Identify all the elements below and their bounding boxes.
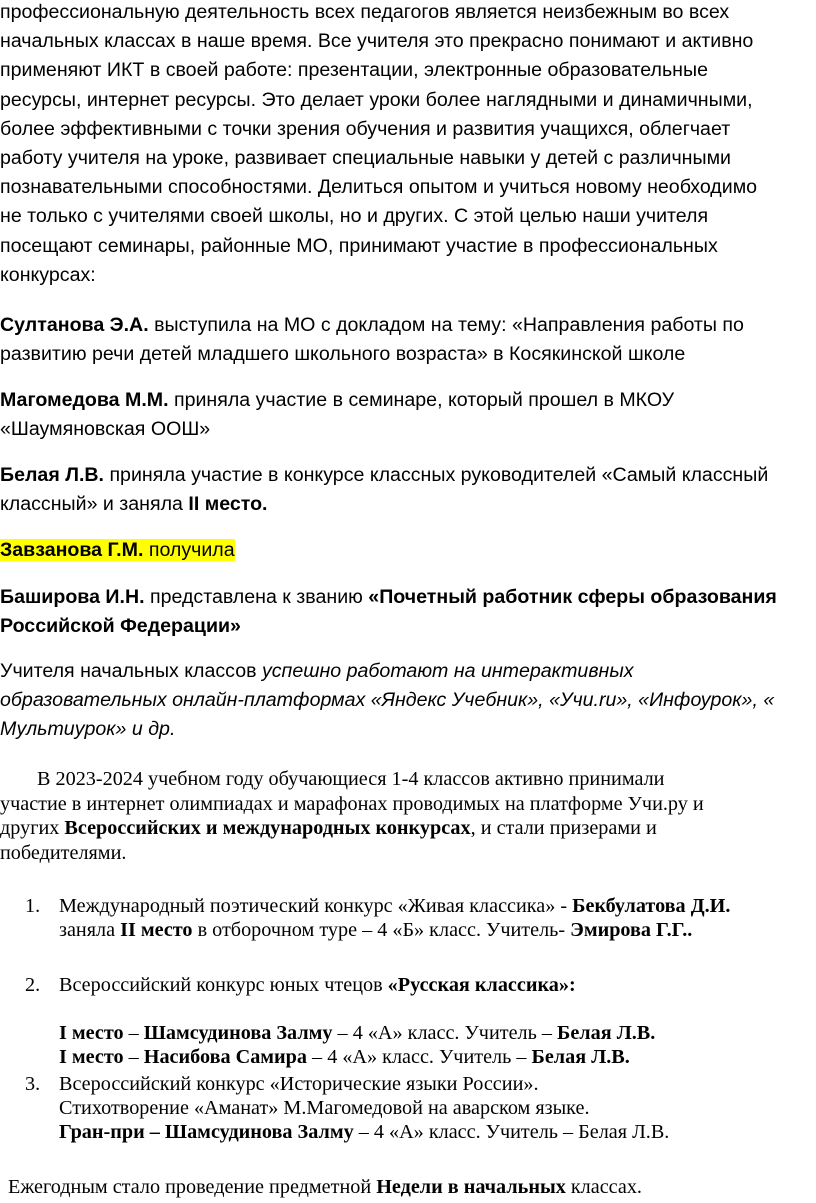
paragraph-text: «Шаумяновская ООШ» — [0, 418, 211, 441]
list-number: 2. — [25, 974, 41, 996]
place-text: I место — [59, 1046, 124, 1068]
bold-text: Недели в начальных — [376, 1176, 566, 1198]
intro-line: профессиональную деятельность всех педагогов является неизбежным во всех — [0, 1, 730, 23]
intro-line: начальных классах в наше время. Все учителя это прекрасно понимают и активно — [0, 30, 754, 53]
paragraph-text: классах. — [565, 1176, 642, 1198]
paragraph-sultanova — [0, 311, 812, 369]
contest-title: «Русская классика»: — [387, 974, 576, 996]
student-name: Бекбулатова Д.И. — [572, 895, 731, 917]
list-text: Всероссийский конкурс юных чтецов — [59, 974, 388, 996]
teacher-name: Белая Л.В. — [531, 1046, 630, 1068]
paragraph-zavzanova — [0, 536, 812, 565]
place-text: II место — [120, 919, 193, 941]
person-name: Баширова И.Н. — [0, 586, 145, 608]
person-name: Султанова Э.А. — [0, 314, 149, 336]
paragraph-text: В 2023-2024 учебном году обучающиеся 1-4 классов активно принимали — [37, 768, 665, 790]
student-name: Насибова Самира — [143, 1046, 307, 1068]
paragraph-text: выступила на МО с докладом на тему: «Направления работы по — [148, 314, 744, 336]
student-name: Шамсудинова Залму — [143, 1022, 333, 1044]
paragraph-text: получила — [143, 539, 235, 561]
person-name: Белая Л.В. — [0, 464, 104, 486]
paragraph-text: других — [0, 817, 65, 839]
paragraph-text: , и стали призерами и — [470, 817, 657, 839]
paragraph-text: Учителя начальных классов — [0, 660, 262, 682]
intro-line: более эффективными с точки зрения обучения и развития учащихся, облегчает — [0, 117, 731, 140]
paragraph-olympiads — [0, 767, 812, 865]
list-text: заняла — [59, 919, 121, 941]
paragraph-text: Ежегодным стало проведение предметной — [8, 1176, 377, 1198]
list-text: Стихотворение «Аманат» М.Магомедовой на аварском языке. — [59, 1097, 590, 1119]
paragraph-text: победителями. — [0, 841, 127, 864]
list-text: в отборочном туре – 4 «Б» класс. Учитель- — [192, 919, 571, 941]
italic-text: образовательных онлайн-платформах «Яндекс Учебник», «Учи.ru», «Инфоурок», « — [0, 689, 775, 712]
list-text: – — [123, 1046, 144, 1068]
paragraph-magomedova — [0, 386, 812, 444]
person-name: Магомедова М.М. — [0, 389, 169, 411]
place-text: I место — [59, 1022, 124, 1044]
list-text: – 4 «А» класс. Учитель – Белая Л.В. — [353, 1121, 670, 1143]
teacher-name: Эмирова Г.Г.. — [570, 919, 693, 941]
italic-text: успешно работают на интерактивных — [261, 660, 634, 682]
paragraph-text: классный» и заняла — [0, 493, 189, 516]
bold-text: Всероссийских и международных конкурсах — [64, 817, 471, 839]
list-text: – — [123, 1022, 144, 1044]
list-number: 1. — [25, 895, 41, 917]
paragraph-text: приняла участие в конкурсе классных руководителей «Самый классный — [104, 464, 769, 486]
highlighted-text — [0, 539, 235, 561]
paragraph-text: приняла участие в семинаре, который прошел в МКОУ — [168, 389, 675, 411]
list-text: Международный поэтический конкурс «Живая классика» - — [59, 895, 573, 917]
award-title: Российской Федерации» — [0, 615, 241, 638]
italic-text: Мультиурок» и др. — [0, 718, 176, 741]
intro-paragraph — [0, 0, 812, 290]
list-number: 3. — [25, 1073, 41, 1095]
intro-line: посещают семинары, районные МО, принимают участие в профессиональных — [0, 234, 718, 257]
paragraph-belaya — [0, 461, 812, 519]
intro-line: применяют ИКТ в своей работе: презентации, электронные образовательные — [0, 59, 708, 82]
list-text: Всероссийский конкурс «Исторические языки России». — [59, 1073, 539, 1095]
paragraph-text: развитию речи детей младшего школьного возраста» в Косякинской школе — [0, 343, 686, 366]
place-text: II место. — [188, 493, 268, 516]
award-text: Гран-при – Шамсудинова Залму — [59, 1121, 354, 1143]
paragraph-platforms — [0, 657, 812, 745]
list-text: – 4 «А» класс. Учитель – — [307, 1046, 532, 1068]
teacher-name: Белая Л.В. — [557, 1022, 656, 1044]
intro-line: ресурсы, интернет ресурсы. Это делает уроки более наглядными и динамичными, — [0, 88, 753, 111]
intro-line: работу учителя на уроке, развивает специальные навыки у детей с различными — [0, 147, 731, 170]
paragraph-text: представлена к званию — [144, 586, 369, 608]
intro-line: познавательными способностями. Делиться опытом и учиться новому необходимо — [0, 176, 758, 199]
intro-line: не только с учителями своей школы, но и других. С этой целью наши учителя — [0, 205, 709, 228]
paragraph-last — [8, 1175, 816, 1200]
list-text: – 4 «А» класс. Учитель – — [332, 1022, 557, 1044]
paragraph-bashirova — [0, 583, 812, 641]
intro-line: конкурсах: — [0, 263, 96, 286]
award-title: «Почетный работник сферы образования — [368, 586, 777, 608]
paragraph-text: участие в интернет олимпиадах и марафонах проводимых на платформе Учи.ру и — [0, 792, 704, 815]
person-name: Завзанова Г.М. — [0, 539, 144, 561]
